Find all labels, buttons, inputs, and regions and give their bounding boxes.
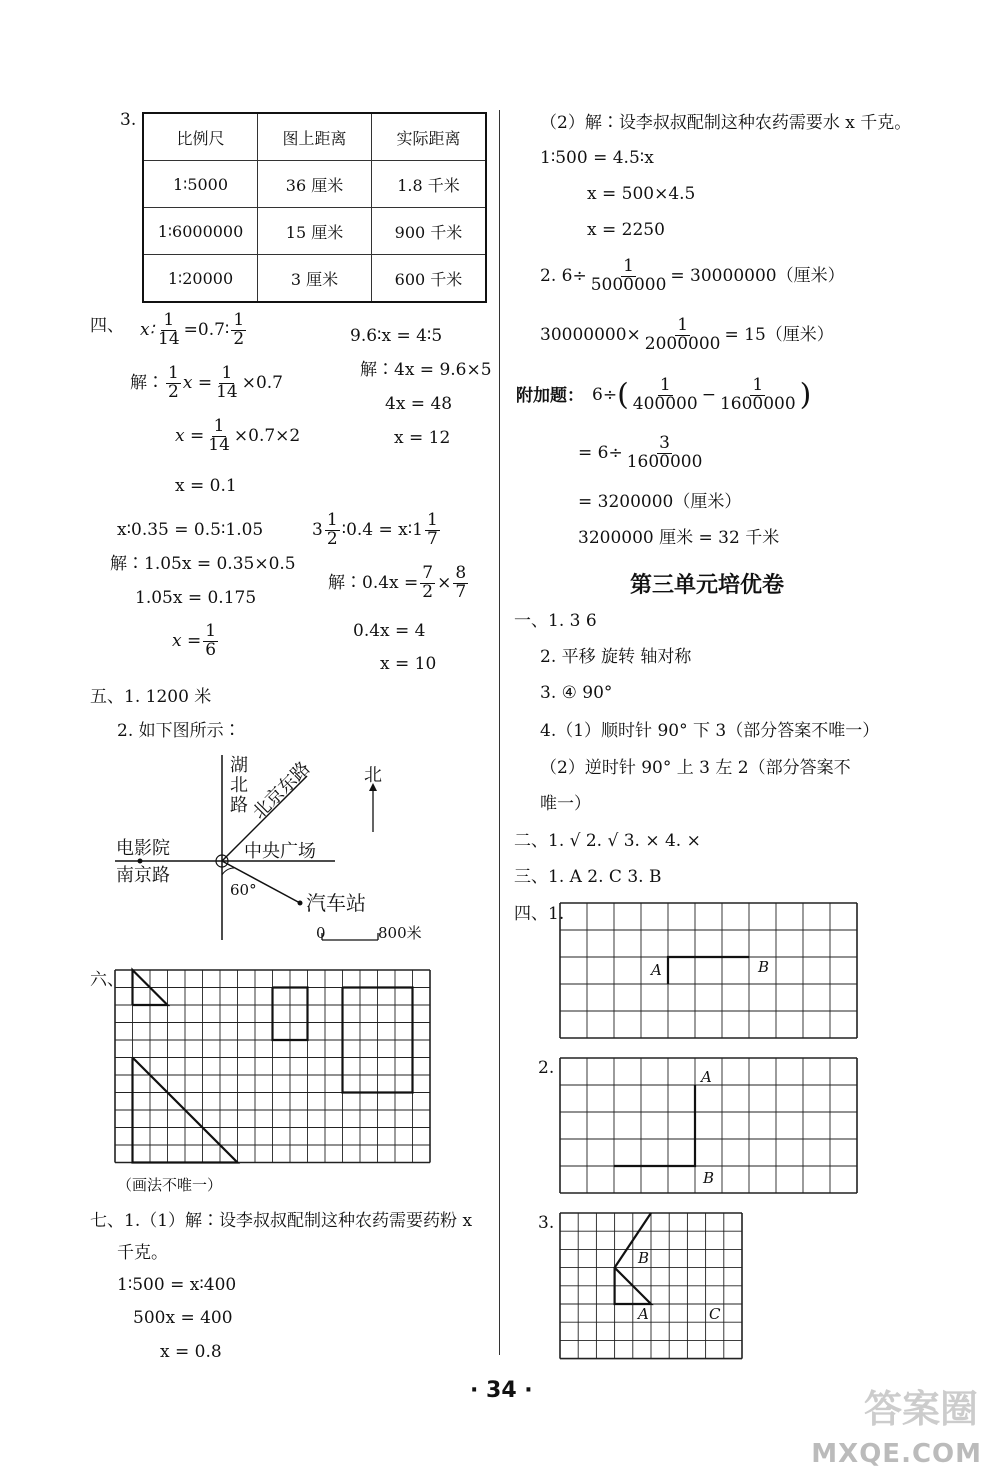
u1-q2: 2. 平移 旋转 轴对称 — [540, 647, 692, 667]
map-scale-zero: 0 — [316, 924, 326, 942]
section-7-step-3: x = 0.8 — [160, 1342, 222, 1362]
drawn-shape — [614, 1085, 695, 1166]
eq-text: 解∶0.4x = — [328, 572, 419, 593]
equation-2-step-3: x = 12 — [394, 428, 451, 448]
fraction — [156, 312, 182, 349]
numerator: 1 — [163, 310, 175, 330]
equation-1-step-3: x = 0.1 — [175, 476, 237, 496]
right-q2 — [540, 258, 845, 295]
eq-text: x∶ — [140, 319, 155, 340]
map-label-beijing-road: 北京东路 — [248, 757, 315, 824]
denominator: 7 — [427, 528, 438, 549]
eq-text: = 6÷ — [578, 442, 623, 463]
eq-text: x = — [182, 372, 213, 393]
table-cell: 1∶20000 — [143, 255, 258, 303]
numerator: 1 — [168, 363, 179, 383]
equation-4-step-3: x = 10 — [380, 654, 437, 674]
fraction — [420, 565, 435, 602]
fraction — [631, 377, 700, 414]
equation-1-step-1 — [130, 365, 283, 402]
eq-text: = 15（厘米） — [724, 324, 834, 345]
map-label-square: 中央广场 — [244, 841, 316, 862]
numerator: 1 — [233, 310, 245, 330]
denominator: 14 — [158, 328, 180, 349]
table-cell: 1∶5000 — [143, 161, 258, 208]
grid-q3 — [560, 1213, 746, 1360]
denominator: 5000000 — [590, 274, 667, 295]
table-cell: 15 厘米 — [258, 208, 372, 255]
fraction — [643, 317, 723, 354]
table-cell: 900 千米 — [372, 208, 487, 255]
fraction — [166, 365, 181, 402]
extra-question-label: 附加题： — [516, 386, 584, 406]
denominator: 6 — [205, 639, 217, 660]
u3-answers: 三、1. A 2. C 3. B — [514, 867, 662, 887]
table-header: 比例尺 — [143, 113, 258, 161]
numerator: 8 — [455, 563, 467, 583]
denominator: 14 — [216, 381, 238, 402]
numerator: 7 — [422, 563, 434, 583]
section-7-step-2: 500x = 400 — [133, 1308, 233, 1328]
fraction — [625, 435, 705, 472]
map-label-hubei-1: 湖 — [230, 755, 248, 776]
denominator: 2 — [422, 581, 434, 602]
map-label-nanjing-road: 南京路 — [116, 865, 170, 886]
eq-text: 解∶ — [130, 372, 164, 393]
table-row — [143, 161, 486, 208]
eq-text: ×0.7 — [241, 372, 283, 393]
eq-text: ×0.7×2 — [233, 425, 301, 446]
table-cell: 36 厘米 — [258, 161, 372, 208]
eq-text: 30000000× — [540, 324, 641, 345]
u1-q4-part2-cont: 唯一） — [540, 794, 591, 814]
page-number: · 34 · — [470, 1378, 533, 1403]
section-5-q1: 五、1. 1200 米 — [90, 687, 212, 707]
eq-text: 3 — [312, 519, 323, 540]
table-cell: 3 厘米 — [258, 255, 372, 303]
equation-4-step-2: 0.4x = 4 — [353, 621, 426, 641]
map-label-hubei-3: 路 — [230, 795, 248, 816]
u1-q4-part2: （2）逆时针 90° 上 3 左 2（部分答案不 — [540, 758, 851, 778]
denominator: 1600000 — [719, 393, 796, 414]
map-label-station: 汽车站 — [306, 891, 366, 915]
section-5-q2: 2. 如下图所示∶ — [117, 721, 241, 741]
g1-label-b: B — [758, 958, 770, 976]
equation-3-step-3 — [172, 623, 220, 660]
section-6-label: 六、 — [90, 970, 124, 990]
denominator: 400000 — [632, 393, 698, 414]
drawn-shape — [668, 957, 749, 984]
denominator: 1600000 — [626, 451, 703, 472]
u1-q3: 3. ④ 90° — [540, 683, 613, 703]
u1-q4: 4.（1）顺时针 90° 下 3（部分答案不唯一） — [540, 721, 880, 741]
numerator: 1 — [427, 510, 438, 530]
eq-text: 6÷ — [592, 384, 618, 405]
numerator: 1 — [752, 375, 764, 395]
section-6-note: （画法不唯一） — [117, 1176, 223, 1194]
denominator: 2 — [326, 528, 338, 549]
drawing-grid-6 — [115, 970, 435, 1165]
denominator: 2 — [233, 328, 245, 349]
column-divider — [499, 110, 500, 1355]
u4-q3-label: 3. — [538, 1213, 555, 1233]
table-cell: 600 千米 — [372, 255, 487, 303]
eq-text: 2. 6÷ — [540, 265, 587, 286]
map-label-cinema: 电影院 — [116, 838, 170, 859]
denominator: 7 — [455, 581, 467, 602]
eq-text: ∶0.4 = x∶1 — [341, 519, 423, 540]
equation-2: 9.6∶x = 4∶5 — [350, 326, 443, 346]
fraction — [425, 512, 440, 549]
u4-q2-label: 2. — [538, 1058, 555, 1078]
fraction — [718, 377, 798, 414]
g3-label-c: C — [709, 1305, 721, 1323]
open-paren: ( — [617, 377, 629, 413]
extra-step-1 — [578, 435, 706, 472]
table-header: 实际距离 — [372, 113, 487, 161]
map-label-hubei-2: 北 — [230, 775, 248, 796]
right-p2-step-1: 1∶500 = 4.5∶x — [540, 148, 654, 168]
equation-3: x∶0.35 = 0.5∶1.05 — [117, 520, 264, 540]
grid-q1 — [560, 903, 860, 1041]
u4-q1-label: 四、1. — [514, 904, 565, 924]
cinema-dot — [138, 859, 143, 864]
numerator: 1 — [677, 315, 689, 335]
map-label-angle: 60° — [230, 881, 257, 899]
scale-table — [142, 112, 487, 303]
minus-sign: − — [701, 384, 716, 405]
section-7-q1-line1: 七、1.（1）解∶设李叔叔配制这种农药需要药粉 x — [90, 1211, 473, 1231]
g3-label-b: B — [638, 1249, 650, 1267]
g3-label-a: A — [638, 1305, 649, 1323]
table-row — [143, 255, 486, 303]
extra-question — [592, 377, 811, 414]
angle-arc — [222, 868, 234, 875]
eq-text: =0.7∶ — [183, 319, 230, 340]
eq-text: x = — [172, 630, 202, 651]
numerator: 1 — [326, 510, 338, 530]
eq-text: x = — [175, 425, 205, 446]
table-cell: 1.8 千米 — [372, 161, 487, 208]
fraction — [453, 565, 468, 602]
fraction — [214, 365, 240, 402]
denominator: 2 — [168, 381, 179, 402]
numerator: 1 — [659, 375, 671, 395]
right-p2-step-2: x = 500×4.5 — [587, 184, 696, 204]
watermark-logo: 答案圈 — [863, 1387, 978, 1431]
numerator: 1 — [213, 416, 225, 436]
numerator: 1 — [205, 621, 217, 641]
table-header: 图上距离 — [258, 113, 372, 161]
equation-1-step-2 — [175, 418, 300, 455]
right-p2: （2）解∶设李叔叔配制这种农药需要水 x 千克。 — [540, 113, 912, 133]
section-7-step-1: 1∶500 = x∶400 — [117, 1275, 237, 1295]
map-label-north: 北 — [364, 765, 382, 786]
table-header-row — [143, 113, 486, 161]
equation-3-step-2: 1.05x = 0.175 — [135, 588, 257, 608]
g2-label-b: B — [703, 1169, 715, 1187]
equation-4-step-1 — [328, 565, 470, 602]
section-7-q1-line2: 千克。 — [117, 1243, 168, 1263]
table-cell: 1∶6000000 — [143, 208, 258, 255]
u2-answers: 二、1. √ 2. √ 3. × 4. × — [514, 831, 701, 851]
fraction — [589, 258, 669, 295]
denominator: 14 — [208, 434, 230, 455]
fraction — [231, 312, 246, 349]
fraction — [325, 512, 340, 549]
map-scale-800: 800米 — [378, 924, 422, 942]
q3-number: 3. — [120, 110, 137, 130]
equation-2-step-2: 4x = 48 — [385, 394, 453, 414]
right-q2-step — [540, 317, 834, 354]
numerator: 1 — [623, 256, 634, 276]
close-paren: ) — [799, 377, 812, 413]
watermark-text: MXQE.COM — [811, 1439, 982, 1469]
equation-1 — [140, 312, 248, 349]
equation-2-step-1: 解∶4x = 9.6×5 — [360, 360, 492, 380]
extra-step-2: = 3200000（厘米） — [578, 492, 742, 512]
numerator: 1 — [221, 363, 233, 383]
right-p2-step-3: x = 2250 — [587, 220, 665, 240]
station-dot — [298, 901, 303, 906]
numerator: 3 — [659, 433, 670, 453]
u1-q1: 一、1. 3 6 — [514, 611, 597, 631]
equation-3-step-1: 解∶1.05x = 0.35×0.5 — [110, 554, 296, 574]
equation-4 — [312, 512, 442, 549]
unit-3-title: 第三单元培优卷 — [630, 573, 785, 598]
eq-text: = 30000000（厘米） — [670, 265, 845, 286]
fraction — [206, 418, 232, 455]
eq-text: × — [437, 572, 452, 593]
g2-label-a: A — [701, 1068, 712, 1086]
denominator: 2000000 — [644, 333, 721, 354]
g1-label-a: A — [651, 961, 662, 979]
section-4-label: 四、 — [90, 316, 124, 336]
fraction — [203, 623, 218, 660]
extra-step-3: 3200000 厘米 = 32 千米 — [578, 528, 780, 548]
table-row — [143, 208, 486, 255]
